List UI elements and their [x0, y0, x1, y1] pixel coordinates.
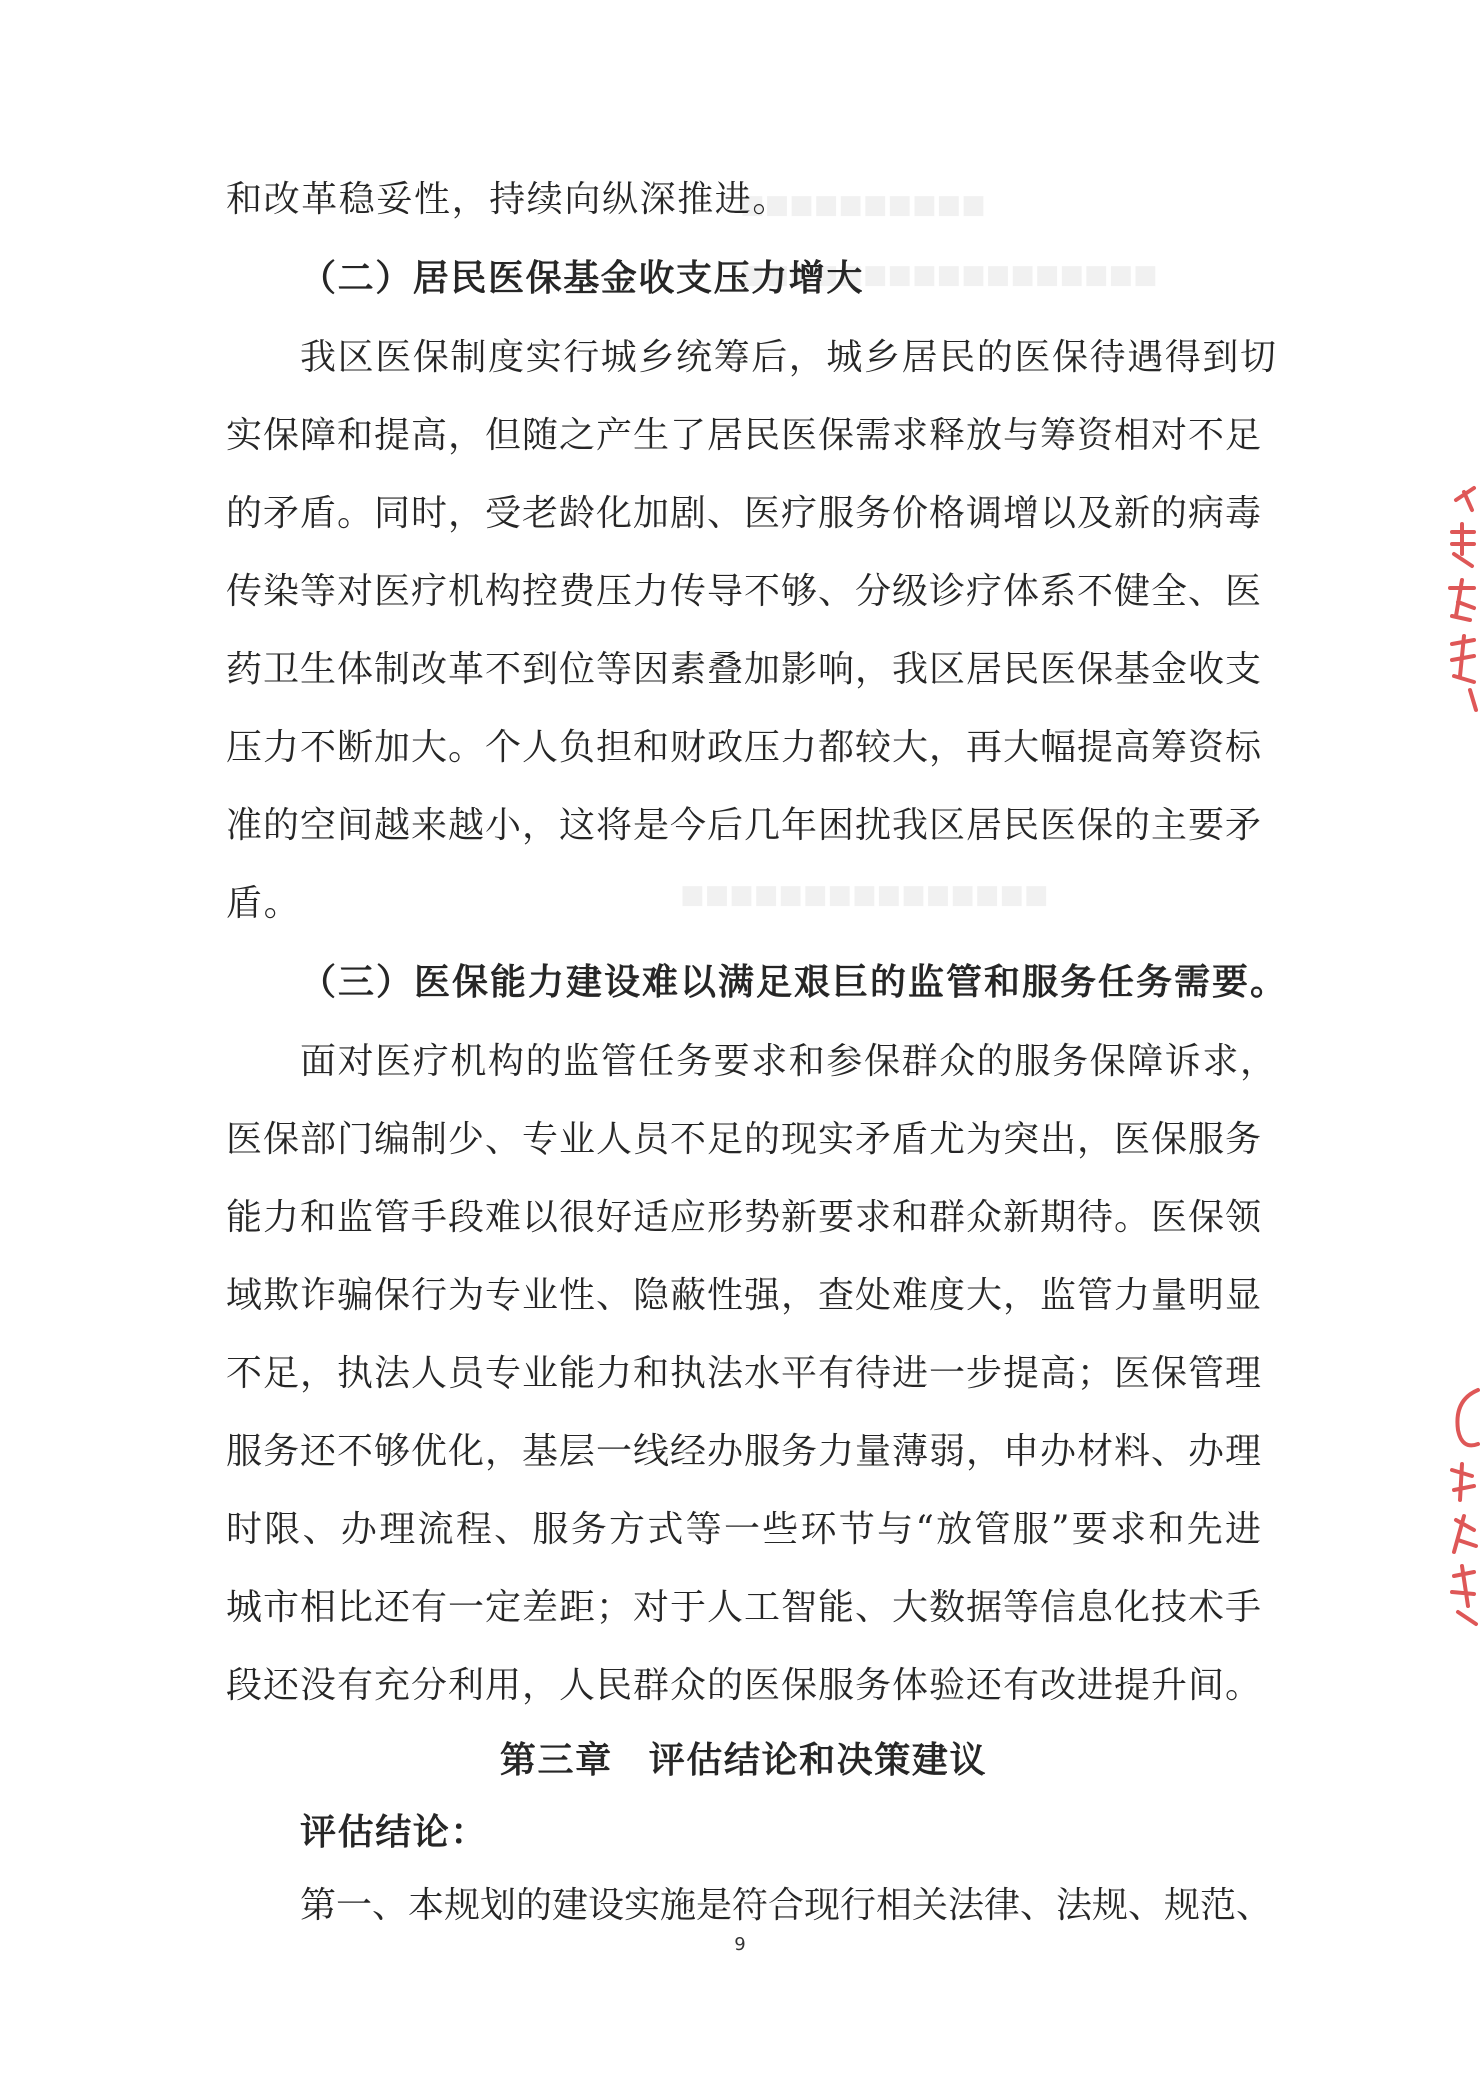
paragraph-3-line-3: 能力和监管手段难以很好适应形势新要求和群众新期待。医保领 [226, 1197, 1261, 1238]
paragraph-2-line-3: 的矛盾。同时，受老龄化加剧、医疗服务价格调增以及新的病毒 [226, 493, 1261, 534]
chapter-heading [226, 1738, 1261, 1782]
bleed-through-shadow: ■■■■■■■■■■■■■■■■■ [740, 260, 1158, 290]
paragraph-3-line-4: 域欺诈骗保行为专业性、隐蔽性强，查处难度大，监管力量明显 [226, 1275, 1261, 1316]
body-line-1: 和改革稳妥性，持续向纵深推进。 [226, 179, 791, 220]
paragraph-3-line-6: 服务还不够优化，基层一线经办服务力量薄弱，申办材料、办理 [226, 1431, 1261, 1472]
paragraph-2-line-5: 药卫生体制改革不到位等因素叠加影响，我区居民医保基金收支 [226, 649, 1261, 690]
paragraph-2-line-7: 准的空间越来越小，这将是今后几年困扰我区居民医保的主要矛 [226, 805, 1261, 846]
section-heading-2: （二）居民医保基金收支压力增大 [300, 257, 865, 299]
seal-stamp-upper [1434, 470, 1480, 720]
paragraph-2-line-4: 传染等对医疗机构控费压力传导不够、分级诊疗体系不健全、医 [226, 571, 1261, 612]
conclusion-line-1: 第一、本规划的建设实施是符合现行相关法律、法规、规范、 [300, 1885, 1273, 1926]
paragraph-2-line-6: 压力不断加大。个人负担和财政压力都较大，再大幅提高筹资标 [226, 727, 1261, 768]
paragraph-3-line-8: 城市相比还有一定差距；对于人工智能、大数据等信息化技术手 [226, 1587, 1261, 1628]
paragraph-2-line-1: 我区医保制度实行城乡统筹后，城乡居民的医保待遇得到切 [300, 337, 1278, 378]
conclusion-heading: 评估结论： [300, 1811, 489, 1853]
section-heading-3: （三）医保能力建设难以满足艰巨的监管和服务任务需要。 [300, 961, 1289, 1003]
seal-stamp-lower-graphic [1434, 1380, 1480, 1640]
bleed-through-shadow: ■■■■■■■■■■ [740, 190, 986, 220]
chapter-number: 第三章 [499, 1739, 613, 1781]
paragraph-2-line-8: 盾。 [226, 883, 302, 924]
paragraph-3-line-1: 面对医疗机构的监管任务要求和参保群众的服务保障诉求， [300, 1041, 1278, 1082]
chapter-title: 评估结论和决策建议 [648, 1739, 988, 1781]
paragraph-3-line-2: 医保部门编制少、专业人员不足的现实矛盾尤为突出，医保服务 [226, 1119, 1261, 1160]
bleed-through-shadow: ■■■■■■■■■■■■■■■ [680, 880, 1049, 910]
seal-stamp-lower [1434, 1380, 1480, 1640]
paragraph-2-line-2: 实保障和提高，但随之产生了居民医保需求释放与筹资相对不足 [226, 415, 1261, 456]
paragraph-3-line-9: 段还没有充分利用，人民群众的医保服务体验还有改进提升间。 [226, 1665, 1261, 1706]
seal-stamp-upper-graphic [1434, 470, 1480, 720]
paragraph-3-line-7: 时限、办理流程、服务方式等一些环节与“放管服”要求和先进 [226, 1509, 1261, 1550]
paragraph-3-line-5: 不足，执法人员专业能力和执法水平有待进一步提高；医保管理 [226, 1353, 1261, 1394]
page-number: 9 [734, 1934, 746, 1955]
